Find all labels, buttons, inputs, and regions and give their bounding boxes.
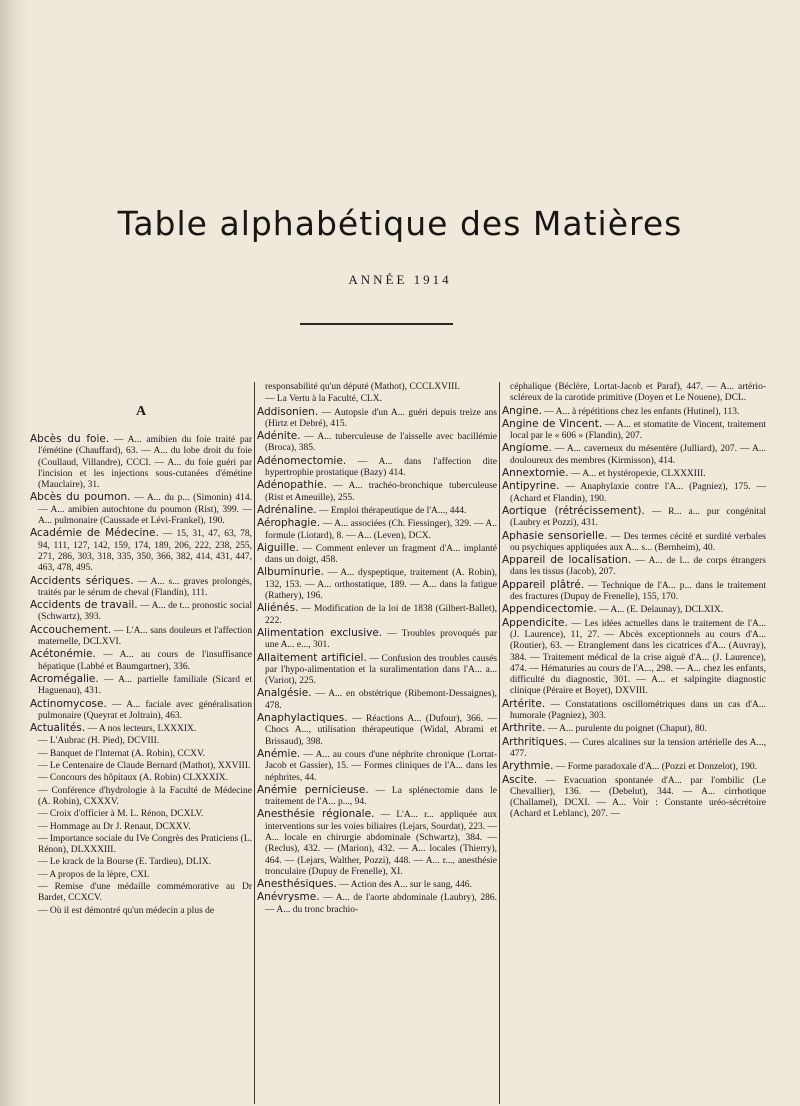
entry-heading: Angine de Vincent. [502, 417, 603, 430]
entry-text: — A... trachéo-bronchique tuberculeuse (Rist et Ameuille), 255. [265, 481, 497, 503]
entry-heading: Alimentation exclusive. [257, 626, 383, 639]
entry-text: — Emploi thérapeutique de l'A..., 444. [316, 505, 467, 516]
entry-heading: Allaitement artificiel. [257, 651, 367, 664]
index-entry [30, 822, 252, 833]
index-entry [257, 785, 497, 809]
entry-text: — Forme paradoxale d'A... (Pozzi et Donzelot), 190. [553, 762, 757, 773]
entry-text: — A... de t... pronostic social (Schwartz), 393. [38, 601, 252, 623]
entry-heading: Adénite. [257, 430, 301, 443]
entry-heading: Académie de Médecine. [30, 527, 159, 540]
index-entry [257, 456, 497, 480]
index-entry [502, 481, 766, 505]
entry-text: — Evacuation spontanée d'A... par l'ombilic (Le Chevallier), 136. — (Debelut), 344. — A... cirrhotique (Challamel), DCXI. — A... Voir : Constante uréo-sécrétoire (Achard et Leblanc), 207. — [510, 775, 766, 820]
index-entry [502, 531, 766, 555]
entry-heading: Arythmie. [502, 760, 554, 773]
entry-heading: Angine. [502, 404, 542, 417]
entry-text: — A... dyspeptique, traitement (A. Robin), 132, 153. — A... orthostatique, 189. — A... dans la fatigue (Rathery), 196. [265, 568, 497, 602]
entry-text: — A... (E. Delaunay), DCLXIX. [596, 605, 724, 616]
entry-text: — Troubles provoqués par une A... e..., 301. [265, 628, 497, 651]
index-entry [30, 870, 252, 881]
entry-text: — A... et hystéropexie, CLXXXIII. [568, 469, 706, 480]
index-entry [502, 382, 766, 405]
entry-text: — Concours des hôpitaux (A. Robin) CLXXXIX. [38, 773, 228, 784]
entry-heading: Appendicite. [502, 616, 568, 629]
title-rule [300, 323, 453, 325]
entry-text: — A... au cours de l'insuffisance hépatique (Labbé et Baumgartner), 336. [38, 650, 252, 672]
index-entry [257, 653, 497, 688]
entry-heading: Antipyrine. [502, 480, 560, 493]
entry-text: — R... a... pur congénital (Laubry et Pozzi), 431. [510, 506, 766, 529]
index-entry [257, 394, 497, 405]
index-entry [30, 906, 252, 917]
entry-text: — Remise d'une médaille commémorative au Dr Bardet, CCXCV. [38, 881, 252, 904]
entry-heading: Ascite. [502, 773, 538, 786]
index-entry [30, 576, 252, 600]
entry-text: — Modification de la loi de 1838 (Gilbert-Ballet), 222. [265, 604, 497, 626]
entry-text: — Les idées actuelles dans le traitement de l'A... (J. Laurence), 11, 27. — Abcès exceptionnels au cours d'A... (Routier), 63. — Etranglement dans les cicatrices d'A... (Auvray), 384. — Traitement médical de la crise aiguë d'A... (J. Laurence), 474. — Hématuries au cours de l'A..., 298. — A... chez les enfants, difficulté du diagnostic, 301. — A... et salpingite diagnostic clinique (Péraire et Boyet), DXVIII. [510, 618, 766, 697]
entry-heading: Adénopathie. [257, 479, 327, 492]
entry-heading: Accidents sériques. [30, 574, 134, 587]
index-entry [30, 434, 252, 491]
index-entry [257, 543, 497, 567]
entry-text: — Banquet de l'Internat (A. Robin), CCXV. [38, 748, 205, 759]
entry-text: — A... au cours d'une néphrite chronique (Lortat-Jacob et Gassier), 15. — Formes cliniques de l'A... dans les néphrites, 44. [265, 749, 497, 783]
entry-heading: Appareil de localisation. [502, 554, 632, 567]
entry-heading: Aiguille. [257, 541, 299, 554]
entry-text: — Importance sociale du IVe Congrès des Praticiens (L. Rénon), DLXXXIII. [38, 833, 252, 856]
index-entry [30, 882, 252, 905]
entry-heading: Aliénés. [257, 602, 299, 615]
entry-heading: Arthrite. [502, 722, 546, 735]
index-entry [30, 528, 252, 574]
entry-text: responsabilité qu'un député (Mathot), CCCLXVIII. [265, 382, 460, 392]
index-entry [502, 506, 766, 530]
entry-heading: Aérophagie. [257, 517, 321, 530]
index-entry [502, 775, 766, 821]
index-entry [30, 749, 252, 760]
index-entry [30, 834, 252, 857]
entry-text: — A... tuberculeuse de l'aisselle avec bacillémie (Broca), 385. [265, 432, 497, 454]
index-entry [30, 649, 252, 673]
entry-heading: Anaphylactiques. [257, 712, 348, 725]
entry-heading: Analgésie. [257, 687, 312, 700]
entry-text: — A... partielle familiale (Sicard et Haguenau), 431. [38, 674, 252, 697]
entry-text: — A... dans l'affection dite hypertrophie prostatique (Bazy) 414. [265, 456, 497, 479]
entry-heading: Accouchement. [30, 623, 112, 636]
page-title: Table alphabétique des Matières [117, 204, 683, 243]
entry-heading: Abcès du foie. [30, 433, 110, 445]
entry-text: — Confusion des troubles causés par l'hypo-alimentation et la suralimentation dans l'A... a... (Variot), 225. [265, 653, 497, 687]
entry-text: — La splénectomie dans le traitement de l'A... p..., 94. [265, 785, 497, 808]
entry-text: — Comment enlever un fragment d'A... implanté dans un doigt, 458. [265, 543, 497, 566]
index-column-3 [502, 382, 766, 1106]
index-entry [30, 857, 252, 868]
entry-text: — A... en obstétrique (Ribemont-Dessaignes), 478. [265, 689, 497, 711]
entry-text: — A... amibien du foie traité par l'émétine (Chauffard), 63. — A... du lobe droit du foie (Coullaud, Villandre), CCCI. — A... du foie guéri par l'incision et les injections sous-cutanées d'émétine (Mauclaire), 31. [38, 435, 252, 491]
index-entry [257, 382, 497, 393]
index-entry [30, 786, 252, 809]
entry-text: — Constatations oscillométriques dans un cas d'A... humorale (Pagniez), 303. [510, 699, 766, 722]
entry-text: — Anaphylaxie contre l'A... (Pagniez), 175. — (Achard et Flandin), 190. [510, 482, 766, 504]
entry-heading: Albuminurie. [257, 566, 324, 579]
entry-heading: Appendicectomie. [502, 603, 597, 616]
entry-text: — A propos de la lèpre, CXI. [38, 869, 150, 880]
entry-text: — A nos lecteurs, LXXXIX. [85, 724, 197, 735]
index-entry [30, 699, 252, 723]
entry-heading: Anémie pernicieuse. [257, 783, 369, 796]
index-entry [502, 406, 766, 418]
entry-heading: Angiome. [502, 442, 552, 455]
index-entry [30, 723, 252, 735]
index-entry [502, 604, 766, 616]
entry-text: — Des termes cécité et surdité verbales ou psychiques appliquées aux A... s... (Bernheim), 40. [510, 531, 766, 553]
entry-text: — La Vertu à la Faculté, CLX. [265, 394, 382, 405]
entry-heading: Anesthésiques. [257, 878, 337, 891]
entry-text: — 15, 31, 47, 63, 78, 94, 111, 127, 142, 159, 174, 189, 206, 222, 238, 255, 271, 286, 303, 318, 335, 350, 366, 382, 414, 431, 447, 463, 478, 495. [38, 529, 252, 574]
index-entry [502, 618, 766, 698]
entry-text: — Hommage au Dr J. Renaut, DCXXV. [38, 821, 191, 832]
index-entry [30, 674, 252, 698]
entry-heading: Anesthésie régionale. [257, 808, 375, 821]
index-entry [502, 580, 766, 604]
entry-heading: Annextomie. [502, 467, 569, 480]
column-divider [499, 382, 500, 1104]
index-entry [257, 879, 497, 891]
entry-heading: Actualités. [30, 722, 86, 735]
year-subtitle: ANNÉE 1914 [348, 272, 452, 287]
index-entry [257, 505, 497, 517]
index-column-2 [257, 382, 497, 1106]
entry-heading: Arthritiques. [502, 735, 568, 748]
entry-heading: Anémie. [257, 747, 301, 760]
entry-heading: Aortique (rétrécissement). [502, 504, 645, 517]
section-letter: A [135, 404, 147, 419]
index-entry [257, 749, 497, 784]
entry-text: — L'Aubrac (H. Pied), DCVIII. [38, 736, 160, 747]
index-entry [257, 518, 497, 542]
entry-text: — Action des A... sur le sang, 446. [336, 880, 472, 891]
entry-text: céphalique (Béclère, Lortat-Jacob et Paraf), 447. — A... artério-scléreux de la carotide primitive (Doyen et Le Nouene), DCL. [510, 382, 766, 404]
index-entry [257, 892, 497, 916]
entry-text: — Autopsie d'un A... guéri depuis treize ans (Hirtz et Debré), 415. [265, 407, 497, 429]
entry-heading: Artérite. [502, 697, 546, 710]
index-entry [502, 419, 766, 443]
entry-text: — Technique de l'A... p... dans le traitement des fractures (Dupuy de Frenelle), 155, 170. [510, 580, 766, 603]
entry-heading: Anévrysme. [257, 891, 320, 904]
entry-text: — Le Centenaire de Claude Bernard (Mathot), XXVIII. [38, 761, 251, 772]
entry-text: — A... du p... (Simonin) 414. — A... amibien autochtone du poumon (Rist), 399. — A... pulmonaire (Caussade et Lévi-Frankel), 190. [38, 493, 252, 527]
entry-heading: Adrénaline. [257, 503, 317, 516]
entry-text: — Le krack de la Bourse (E. Tardieu), DLIX. [38, 857, 211, 868]
entry-heading: Acétonémie. [30, 648, 96, 661]
index-entry [502, 737, 766, 761]
entry-heading: Acromégalie. [30, 672, 99, 685]
entry-heading: Appareil plâtré. [502, 578, 585, 591]
index-entry [30, 736, 252, 747]
index-entry [30, 625, 252, 649]
entry-text: — Réactions A... (Dufour), 366. — Chocs A..., utilisation thérapeutique (Widal, Abrami et Brissaud), 398. [265, 714, 497, 747]
index-entry [257, 567, 497, 602]
index-column-1 [30, 382, 252, 1106]
index-entry [30, 773, 252, 784]
entry-text: — A... faciale avec généralisation pulmonaire (Queyrat et Joltrain), 463. [38, 699, 252, 721]
index-entry [257, 431, 497, 455]
entry-heading: Abcès du poumon. [30, 491, 131, 504]
entry-heading: Actinomycose. [30, 697, 107, 710]
entry-heading: Aphasie sensorielle. [502, 529, 608, 542]
index-entry [502, 443, 766, 467]
entry-text: — A... de l'aorte abdominale (Laubry), 286. — A... du tronc brachio- [265, 893, 497, 915]
index-entry [257, 688, 497, 712]
index-entry [257, 603, 497, 627]
index-entry [30, 761, 252, 772]
entry-text: — L'A... sans douleurs et l'affection maternelle, DCLXVI. [38, 625, 252, 648]
entry-text: — A... associées (Ch. Fiessinger), 329. — A.. formule (Liotard), 8. — A... (Leven), DCX. [265, 519, 497, 541]
entry-text: — Cures alcalines sur la tension artérielle des A..., 477. [510, 737, 766, 759]
index-entry [30, 809, 252, 820]
index-entry [30, 492, 252, 527]
entry-text: — A... s... graves prolongés, traités par le sérum de cheval (Flandin), 111. [38, 576, 252, 598]
entry-heading: Adénomectomie. [257, 454, 347, 467]
index-entry [257, 809, 497, 878]
entry-text: — Croix d'officier à M. L. Rénon, DCXLV. [38, 809, 204, 820]
index-entry [30, 600, 252, 624]
entry-text: — A... à répétitions chez les enfants (Hutinel), 113. [541, 406, 740, 417]
index-entry [502, 699, 766, 723]
index-entry [257, 628, 497, 652]
index-entry [257, 713, 497, 748]
entry-text: — A... et stomatite de Vincent, traitement local par le « 606 » (Flandin), 207. [510, 419, 766, 442]
entry-text: — L'A... r... appliquée aux interventions sur les voies biliaires (Lejars, Sourdat), 223. — A... locale en chirurgie abdominale (Schwartz), 384. — (Reclus), 432. — (Marion), 432. — A... locales (Thierry), 464. — (Lejars, Walther, Pozzi), 448. — A... r..., anesthésie tronculaire (Dupuy de Frenelle), XI. [265, 810, 497, 877]
entry-text: — A... caverneux du mésentère (Julliard), 207. — A... douloureux des membres (Kirmisson), 414. [510, 444, 766, 466]
entry-heading: Addisonien. [257, 405, 319, 418]
index-entry [502, 761, 766, 773]
binding-gutter [0, 0, 30, 1106]
index-entry [502, 555, 766, 579]
index-entry [257, 480, 497, 504]
entry-text: — Conférence d'hydrologie à la Faculté de Médecine (A. Robin), CXXXV. [38, 785, 252, 807]
index-entry [502, 723, 766, 735]
entry-text: — A... de l... de corps étrangers dans les tissus (Jacob), 207. [510, 556, 766, 578]
index-entry [502, 468, 766, 480]
index-entry [257, 407, 497, 431]
entry-text: — Où il est démontré qu'un médecin a plus de [38, 905, 215, 916]
entry-heading: Accidents de travail. [30, 599, 138, 612]
column-divider [254, 382, 255, 1104]
entry-text: — A... purulente du poignet (Chaput), 80. [545, 724, 707, 735]
